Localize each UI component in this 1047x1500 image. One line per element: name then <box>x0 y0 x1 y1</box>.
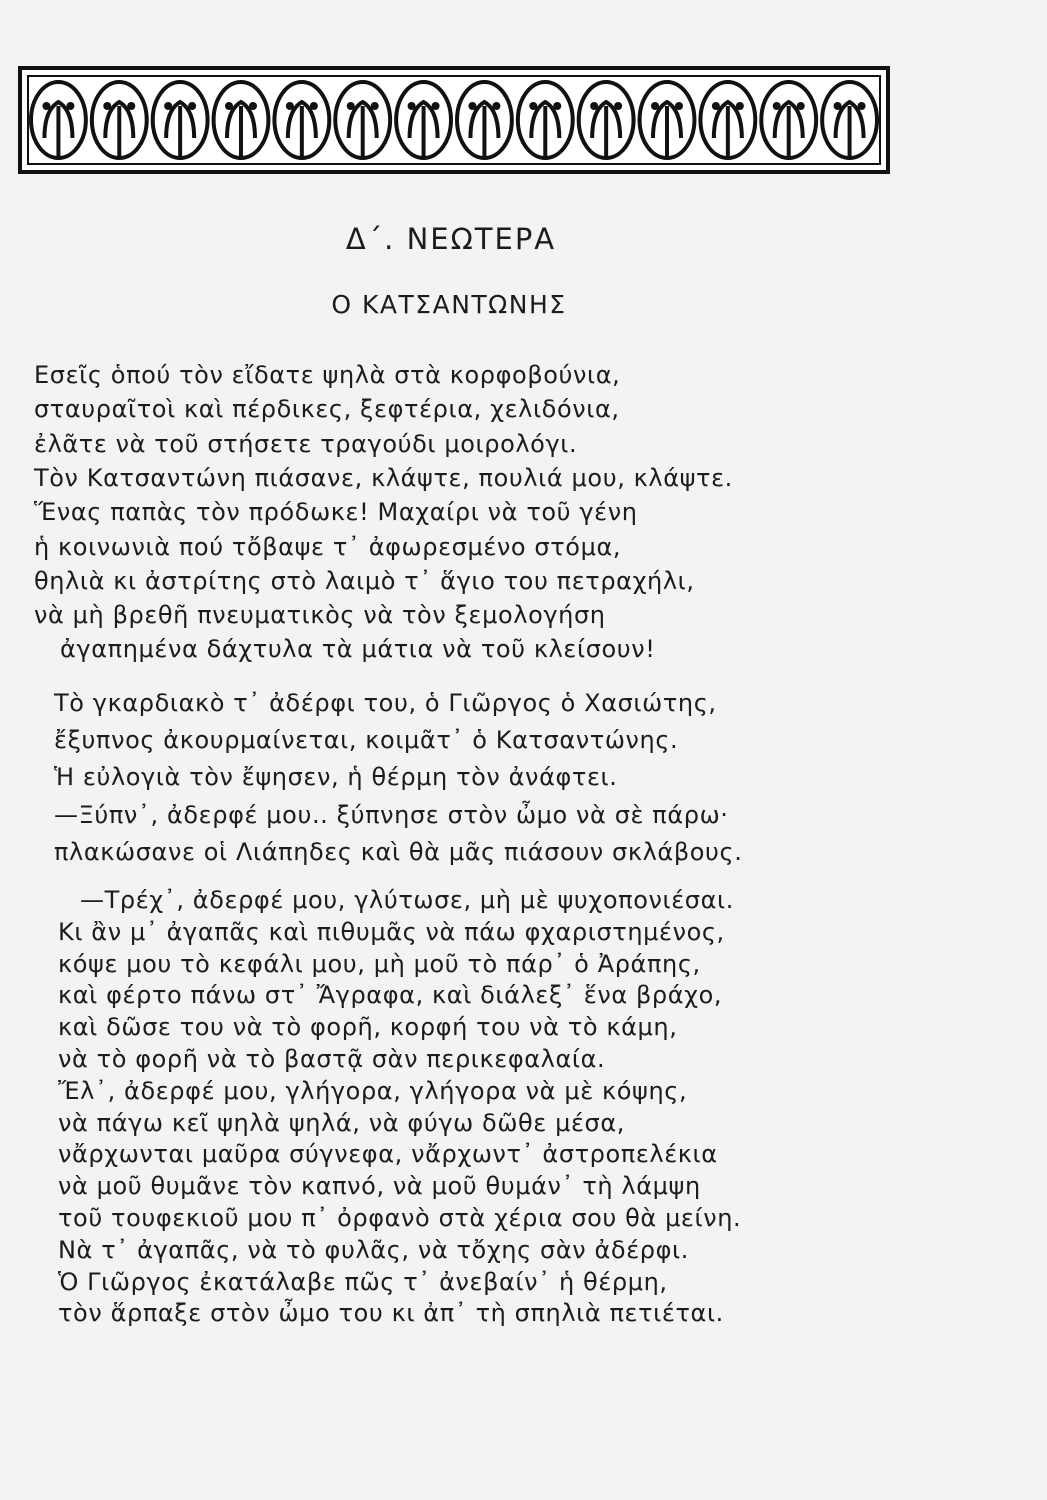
ornament-dot <box>286 102 294 110</box>
decorative-band-ornament <box>18 66 890 174</box>
ornament-dot <box>103 102 111 110</box>
ornament-dot <box>408 102 416 110</box>
ornament-dot <box>42 102 50 110</box>
ornament-dot <box>347 102 355 110</box>
ornament-dot <box>371 102 379 110</box>
ornament-dot <box>858 102 866 110</box>
poem-line: τοῦ τουφεκιοῦ μου π᾽ ὀρφανὸ στὰ χέρια σου θὰ μείνη. <box>58 1204 742 1232</box>
ornament-dot <box>651 102 659 110</box>
poem-line: καὶ δῶσε του νὰ τὸ φορῆ, κορφή του νὰ τὸ κάμη, <box>58 1013 678 1042</box>
ornament-dot <box>468 102 476 110</box>
poem-line: ἔξυπνος ἀκουρμαίνεται, κοιμᾶτ᾽ ὁ Κατσαντώνης. <box>54 726 679 755</box>
poem-line: Νὰ τ᾽ ἀγαπᾶς, νὰ τὸ φυλᾶς, νὰ τὄχης σὰν ἀδέρφι. <box>58 1235 689 1264</box>
ornament-outer-frame <box>20 68 888 172</box>
poem-line: —Ξύπν᾽, ἀδερφέ μου.. ξύπνησε στὸν ὦμο νὰ σὲ πάρω· <box>54 800 729 829</box>
ornament-svg <box>18 66 890 174</box>
poem-line: νὰ μοῦ θυμᾶνε τὸν καπνό, νὰ μοῦ θυμάν᾽ τὴ λάμψη <box>58 1172 701 1201</box>
poem-line: Ἡ εὐλογιὰ τὸν ἔψησεν, ἡ θέρμη τὸν ἀνάφτει. <box>54 763 618 792</box>
ornament-dot <box>675 102 683 110</box>
ornament-dot <box>553 102 561 110</box>
poem-line: Ὁ Γιῶργος ἐκατάλαβε πῶς τ᾽ ἀνεβαίν᾽ ἡ θέρμη, <box>58 1267 668 1296</box>
ornament-dot <box>590 102 598 110</box>
ornament-dot <box>225 102 233 110</box>
poem-line: τὸν ἅρπαξε στὸν ὦμο του κι ἀπ᾽ τὴ σπηλιὰ πετιέται. <box>58 1299 724 1328</box>
ornament-dot <box>834 102 842 110</box>
poem-line: θηλιὰ κι ἀστρίτης στὸ λαιμὸ τ᾽ ἅγιο του πετραχήλι, <box>34 566 695 595</box>
ornament-dot <box>614 102 622 110</box>
ornament-dot <box>66 102 74 110</box>
poem-line: νὰ τὸ φορῆ νὰ τὸ βαστᾷ σὰν περικεφαλαία. <box>58 1045 606 1073</box>
poem-line: κόψε μου τὸ κεφάλι μου, μὴ μοῦ τὸ πάρ᾽ ὁ Ἀράπης, <box>58 949 701 978</box>
poem-line: σταυραῖτοὶ καὶ πέρδικες, ξεφτέρια, χελιδόνια, <box>34 395 620 424</box>
poem-line: Τὸν Κατσαντώνη πιάσανε, κλάψτε, πουλιά μου, κλάψτε. <box>34 463 733 492</box>
poem-line: καὶ φέρτο πάνω στ᾽ Ἄγραφα, καὶ διάλεξ᾽ ἕνα βράχο, <box>58 981 723 1010</box>
poem-line: νὰ πάγω κεῖ ψηλὰ ψηλά, νὰ φύγω δῶθε μέσα, <box>58 1108 626 1137</box>
ornament-dot <box>127 102 135 110</box>
ornament-dot <box>188 102 196 110</box>
poem-line: Τὸ γκαρδιακὸ τ᾽ ἀδέρφι του, ὁ Γιῶργος ὁ Χασιώτης, <box>54 689 717 717</box>
poem-line: ἡ κοινωνιὰ πού τὄβαψε τ᾽ ἀφωρεσμένο στόμα, <box>34 532 622 561</box>
poem-line: —Τρέχ᾽, ἀδερφέ μου, γλύτωσε, μὴ μὲ ψυχοπονιέσαι. <box>80 886 734 914</box>
ornament-dot <box>529 102 537 110</box>
poem-line: Κι ἂν μ᾽ ἀγαπᾶς καὶ πιθυμᾶς νὰ πάω φχαριστημένος, <box>58 917 725 946</box>
poem-line: νὰ μὴ βρεθῆ πνευματικὸς νὰ τὸν ξεμολογήση <box>34 601 606 630</box>
ornament-dot <box>249 102 257 110</box>
poem-line: Ἕνας παπὰς τὸν πρόδωκε! Μαχαίρι νὰ τοῦ γένη <box>34 498 638 527</box>
ornament-dot <box>712 102 720 110</box>
poem-line: νἄρχωνται μαῦρα σύγνεφα, νἄρχωντ᾽ ἀστροπελέκια <box>58 1140 718 1169</box>
section-title-text: Δ΄. ΝΕΩΤΕΡΑ <box>345 222 557 256</box>
poem-title: Ο ΚΑΤΣΑΝΤΩΝΗΣ <box>331 290 567 319</box>
poem-line: ἀγαπημένα δάχτυλα τὰ μάτια νὰ τοῦ κλείσουν! <box>60 635 656 664</box>
ornament-dot <box>797 102 805 110</box>
ornament-dot <box>736 102 744 110</box>
ornament-dot <box>432 102 440 110</box>
ornament-dot <box>773 102 781 110</box>
poem-line: Ἔλ᾽, ἀδερφέ μου, γλήγορα, γλήγορα νὰ μὲ κόψης, <box>58 1076 688 1105</box>
ornament-dot <box>492 102 500 110</box>
poem-line: ἐλᾶτε νὰ τοῦ στήσετε τραγούδι μοιρολόγι. <box>34 429 578 458</box>
poem-line: πλακώσανε οἱ Λιάπηδες καὶ θὰ μᾶς πιάσουν σκλάβους. <box>54 837 743 866</box>
ornament-dot <box>164 102 172 110</box>
poem-line: Εσεῖς ὁπού τὸν εἴδατε ψηλὰ στὰ κορφοβούνια, <box>34 361 621 389</box>
section-title <box>0 222 900 256</box>
ornament-dot <box>310 102 318 110</box>
